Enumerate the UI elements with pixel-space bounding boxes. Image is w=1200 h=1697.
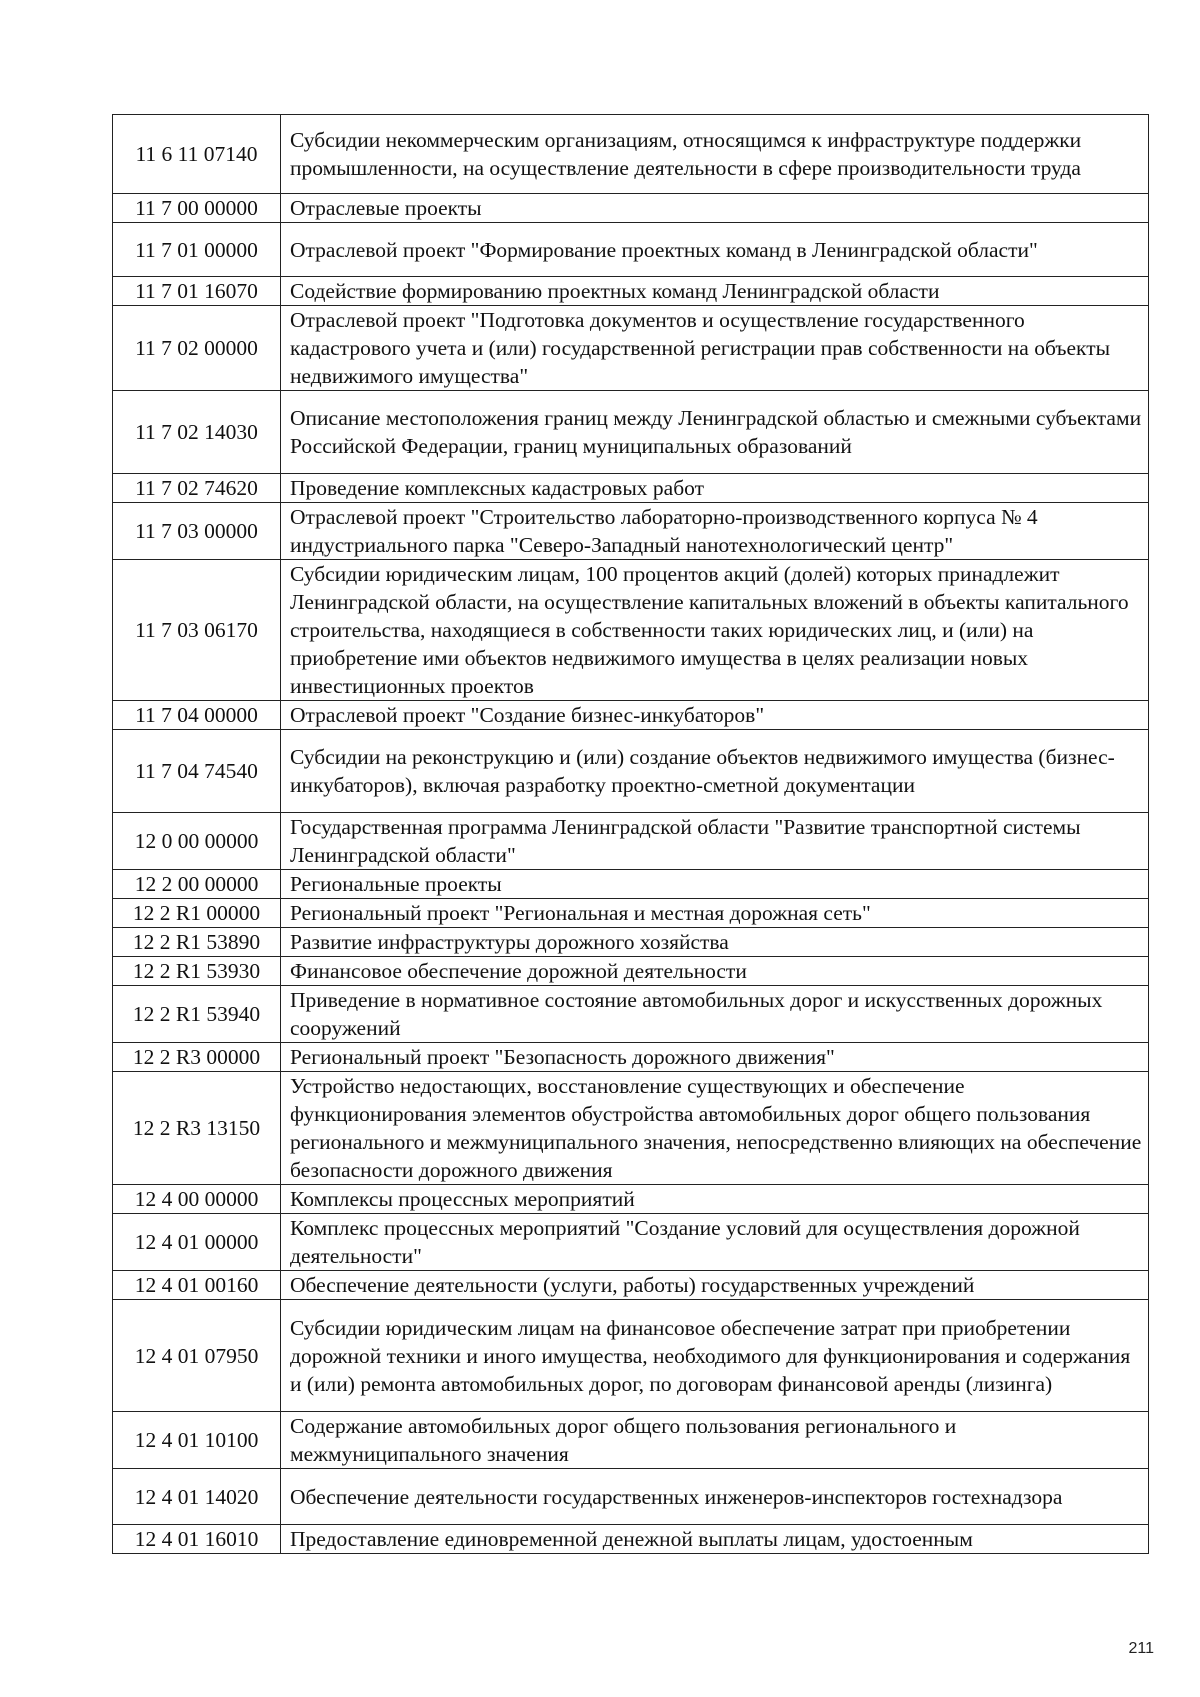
row-code: 11 7 04 74540 bbox=[113, 730, 281, 813]
row-description: Субсидии на реконструкцию и (или) создание объектов недвижимого имущества (бизнес-инкубаторов), включая разработку проектно-сметной документации bbox=[281, 730, 1149, 813]
row-description: Региональные проекты bbox=[281, 870, 1149, 899]
page-number: 211 bbox=[1128, 1640, 1154, 1657]
table-row bbox=[113, 1412, 1149, 1469]
row-code: 12 4 01 16010 bbox=[113, 1525, 281, 1554]
table-row bbox=[113, 1469, 1149, 1525]
row-description: Отраслевой проект "Строительство лабораторно-производственного корпуса № 4 индустриального парка "Северо-Западный нанотехнологический центр" bbox=[281, 503, 1149, 560]
row-description: Предоставление единовременной денежной выплаты лицам, удостоенным bbox=[281, 1525, 1149, 1554]
row-code: 12 4 01 14020 bbox=[113, 1469, 281, 1525]
row-code: 12 4 01 00160 bbox=[113, 1271, 281, 1300]
row-description: Финансовое обеспечение дорожной деятельности bbox=[281, 957, 1149, 986]
row-description: Субсидии некоммерческим организациям, относящимся к инфраструктуре поддержки промышленности, на осуществление деятельности в сфере производительности труда bbox=[281, 115, 1149, 194]
table-row bbox=[113, 928, 1149, 957]
row-description: Региональный проект "Региональная и местная дорожная сеть" bbox=[281, 899, 1149, 928]
row-description: Комплексы процессных мероприятий bbox=[281, 1185, 1149, 1214]
row-description: Описание местоположения границ между Ленинградской областью и смежными субъектами Российской Федерации, границ муниципальных образований bbox=[281, 391, 1149, 474]
row-code: 12 4 00 00000 bbox=[113, 1185, 281, 1214]
row-code: 11 7 02 74620 bbox=[113, 474, 281, 503]
row-description: Отраслевые проекты bbox=[281, 194, 1149, 223]
table-row bbox=[113, 277, 1149, 306]
table-row bbox=[113, 223, 1149, 277]
row-description: Развитие инфраструктуры дорожного хозяйства bbox=[281, 928, 1149, 957]
row-description: Региональный проект "Безопасность дорожного движения" bbox=[281, 1043, 1149, 1072]
row-code: 12 2 R1 53940 bbox=[113, 986, 281, 1043]
row-code: 12 2 00 00000 bbox=[113, 870, 281, 899]
table-body bbox=[113, 115, 1149, 1554]
row-code: 12 2 R1 00000 bbox=[113, 899, 281, 928]
row-code: 11 7 01 00000 bbox=[113, 223, 281, 277]
table-row bbox=[113, 986, 1149, 1043]
table-row bbox=[113, 560, 1149, 701]
row-code: 11 7 04 00000 bbox=[113, 701, 281, 730]
row-code: 11 7 00 00000 bbox=[113, 194, 281, 223]
row-code: 12 4 01 10100 bbox=[113, 1412, 281, 1469]
table-row bbox=[113, 503, 1149, 560]
table-row bbox=[113, 701, 1149, 730]
row-code: 11 7 02 14030 bbox=[113, 391, 281, 474]
row-code: 11 6 11 07140 bbox=[113, 115, 281, 194]
table-row bbox=[113, 870, 1149, 899]
row-code: 11 7 01 16070 bbox=[113, 277, 281, 306]
table-row bbox=[113, 1043, 1149, 1072]
table-row bbox=[113, 194, 1149, 223]
table-row bbox=[113, 1271, 1149, 1300]
row-code: 12 2 R1 53890 bbox=[113, 928, 281, 957]
table-row bbox=[113, 474, 1149, 503]
row-description: Комплекс процессных мероприятий "Создание условий для осуществления дорожной деятельности" bbox=[281, 1214, 1149, 1271]
table-row bbox=[113, 1185, 1149, 1214]
row-code: 12 2 R1 53930 bbox=[113, 957, 281, 986]
table-row bbox=[113, 1072, 1149, 1185]
table-row bbox=[113, 957, 1149, 986]
row-description: Обеспечение деятельности (услуги, работы) государственных учреждений bbox=[281, 1271, 1149, 1300]
budget-classification-table bbox=[112, 114, 1149, 1554]
table-row bbox=[113, 306, 1149, 391]
table-row bbox=[113, 115, 1149, 194]
table-row bbox=[113, 899, 1149, 928]
table-row bbox=[113, 1214, 1149, 1271]
table-row bbox=[113, 813, 1149, 870]
table-row bbox=[113, 1300, 1149, 1412]
row-code: 12 4 01 07950 bbox=[113, 1300, 281, 1412]
row-description: Устройство недостающих, восстановление существующих и обеспечение функционирования элементов обустройства автомобильных дорог общего пользования регионального и межмуниципального значения, непосредственно влияющих на обеспечение безопасности дорожного движения bbox=[281, 1072, 1149, 1185]
table-row bbox=[113, 391, 1149, 474]
row-description: Отраслевой проект "Подготовка документов и осуществление государственного кадастрового учета и (или) государственной регистрации прав собственности на объекты недвижимого имущества" bbox=[281, 306, 1149, 391]
row-description: Субсидии юридическим лицам, 100 процентов акций (долей) которых принадлежит Ленинградской области, на осуществление капитальных вложений в объекты капитального строительства, находящиеся в собственности таких юридических лиц, и (или) на приобретение ими объектов недвижимого имущества в целях реализации новых инвестиционных проектов bbox=[281, 560, 1149, 701]
table-row bbox=[113, 730, 1149, 813]
row-description: Государственная программа Ленинградской области "Развитие транспортной системы Ленинградской области" bbox=[281, 813, 1149, 870]
row-description: Обеспечение деятельности государственных инженеров-инспекторов гостехнадзора bbox=[281, 1469, 1149, 1525]
row-code: 11 7 03 00000 bbox=[113, 503, 281, 560]
row-code: 11 7 02 00000 bbox=[113, 306, 281, 391]
row-code: 12 2 R3 00000 bbox=[113, 1043, 281, 1072]
row-code: 12 2 R3 13150 bbox=[113, 1072, 281, 1185]
row-description: Субсидии юридическим лицам на финансовое обеспечение затрат при приобретении дорожной техники и иного имущества, необходимого для функционирования и содержания и (или) ремонта автомобильных дорог, по договорам финансовой аренды (лизинга) bbox=[281, 1300, 1149, 1412]
row-description: Приведение в нормативное состояние автомобильных дорог и искусственных дорожных сооружений bbox=[281, 986, 1149, 1043]
row-code: 12 0 00 00000 bbox=[113, 813, 281, 870]
table-row bbox=[113, 1525, 1149, 1554]
row-description: Отраслевой проект "Создание бизнес-инкубаторов" bbox=[281, 701, 1149, 730]
row-description: Отраслевой проект "Формирование проектных команд в Ленинградской области" bbox=[281, 223, 1149, 277]
row-code: 12 4 01 00000 bbox=[113, 1214, 281, 1271]
row-description: Содержание автомобильных дорог общего пользования регионального и межмуниципального значения bbox=[281, 1412, 1149, 1469]
row-description: Содействие формированию проектных команд Ленинградской области bbox=[281, 277, 1149, 306]
row-description: Проведение комплексных кадастровых работ bbox=[281, 474, 1149, 503]
row-code: 11 7 03 06170 bbox=[113, 560, 281, 701]
